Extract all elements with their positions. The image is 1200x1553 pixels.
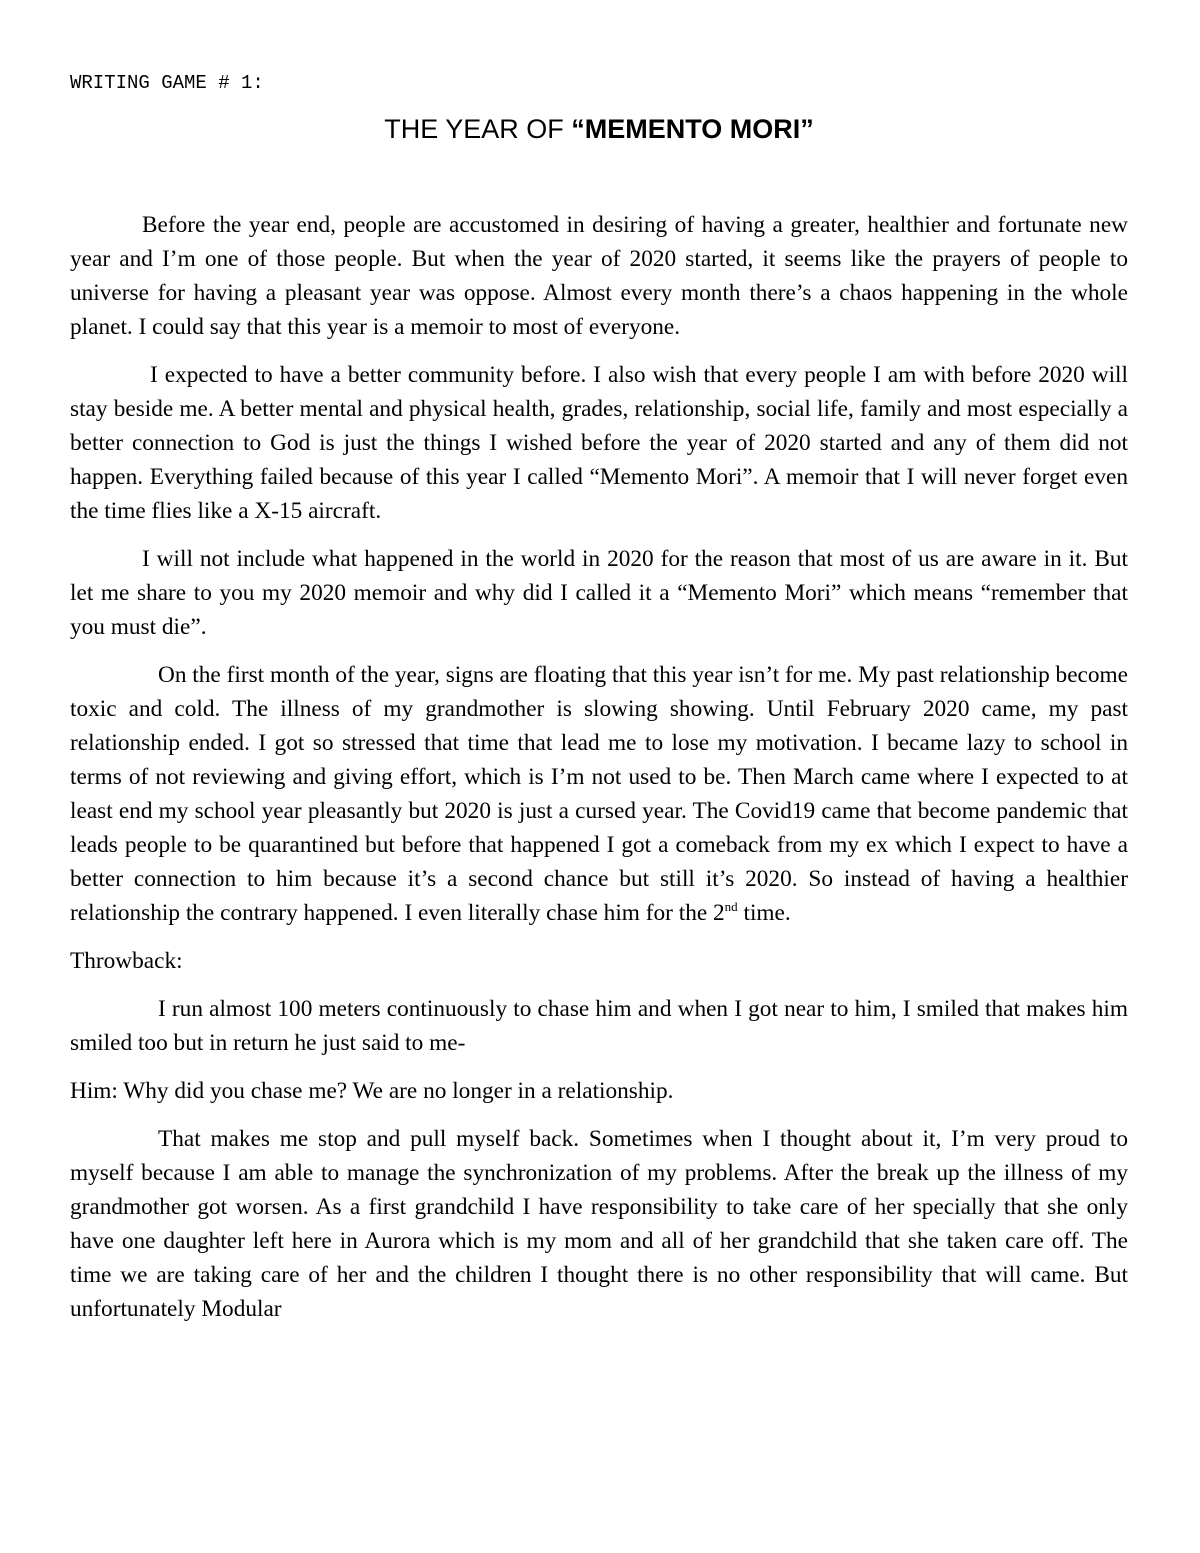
- paragraph: I expected to have a better community before. I also wish that every people I am with before 2020 will stay beside me. A better mental and physical health, grades, relationship, social life, family and most especially a better connection to God is just the things I wished before the year of 2020 started and any of them did not happen. Everything failed because of this year I called “Memento Mori”. A memoir that I will never forget even the time flies like a X-15 aircraft.: [70, 362, 1128, 524]
- paragraph-throwback-label: Throwback:: [70, 948, 183, 974]
- ordinal-suffix: nd: [724, 899, 738, 915]
- writing-game-label: WRITING GAME # 1:: [70, 72, 264, 94]
- paragraph: That makes me stop and pull myself back. Sometimes when I thought about it, I’m very proud to myself because I am able to manage the synchronization of my problems. After the break up the illness of my grandmother got worsen. As a first grandchild I have responsibility to take care of her specially that she only have one daughter left here in Aurora which is my mom and all of her grandchild that she taken care off. The time we are taking care of her and the children I thought there is no other responsibility that will came. But unfortunately Modular: [70, 1126, 1128, 1322]
- document-page: [70, 70, 1128, 1326]
- paragraph-dialogue: Him: Why did you chase me? We are no longer in a relationship.: [70, 1078, 674, 1104]
- paragraph-text: On the first month of the year, signs are floating that this year isn’t for me. My past relationship become toxic and cold. The illness of my grandmother is slowing showing. Until February 2020 came, my past relationship ended. I got so stressed that time that lead me to lose my motivation. I became lazy to school in terms of not reviewing and giving effort, which is I’m not used to be. Then March came where I expected to at least end my school year pleasantly but 2020 is just a cursed year. The Covid19 came that become pandemic that leads people to be quarantined but before that happened I got a comeback from my ex which I expect to have a better connection to him because it’s a second chance but still it’s 2020. So instead of having a healthier relationship the contrary happened. I even literally chase him for the 2: [70, 662, 1128, 926]
- document-title: [70, 112, 1128, 146]
- paragraph: I will not include what happened in the world in 2020 for the reason that most of us are aware in it. But let me share to you my 2020 memoir and why did I called it a “Memento Mori” which means “remember that you must die”.: [70, 546, 1128, 640]
- paragraph: I run almost 100 meters continuously to chase him and when I got near to him, I smiled that makes him smiled too but in return he just said to me-: [70, 996, 1128, 1056]
- paragraph-text-end: time.: [737, 900, 791, 926]
- paragraph: Before the year end, people are accustomed in desiring of having a greater, healthier and fortunate new year and I’m one of those people. But when the year of 2020 started, it seems like the prayers of people to universe for having a pleasant year was oppose. Almost every month there’s a chaos happening in the whole planet. I could say that this year is a memoir to most of everyone.: [70, 212, 1128, 340]
- document-body: [70, 208, 1128, 1326]
- paragraph: [70, 658, 1128, 930]
- title-prefix: THE YEAR OF: [384, 114, 572, 144]
- title-emphasis: “MEMENTO MORI”: [571, 114, 814, 144]
